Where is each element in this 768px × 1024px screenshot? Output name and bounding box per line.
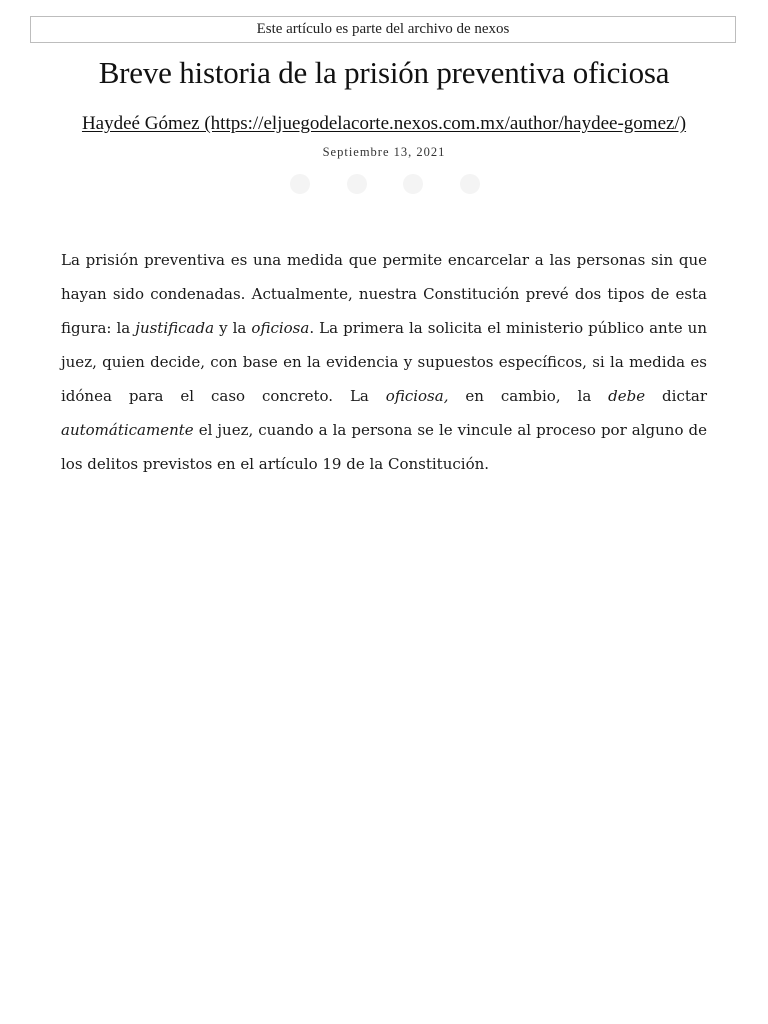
paragraph-emphasis: oficiosa [251, 319, 310, 337]
whatsapp-icon[interactable] [403, 174, 423, 194]
twitter-icon[interactable] [347, 174, 367, 194]
author-line [0, 113, 768, 135]
article-title: Breve historia de la prisión preventiva oficiosa [98, 55, 670, 90]
archive-banner-text: Este artículo es parte del archivo de nexos [256, 21, 510, 37]
share-buttons [290, 172, 480, 196]
paragraph-text: y la [214, 319, 252, 337]
paragraph-emphasis: oficiosa, [385, 387, 449, 405]
facebook-icon[interactable] [290, 174, 310, 194]
paragraph-text: el juez, cuando a la persona se le vincule al proceso por alguno de los delitos previstos en el artículo 19 de la Constitución. [61, 421, 707, 473]
paragraph-text: . La primera la solicita el ministerio público ante un juez, quien decide, con base en la evidencia y supuestos específicos, si la medida es idónea para el caso concreto. La [61, 319, 707, 405]
paragraph-text: en cambio, la [448, 387, 609, 405]
paragraph-text: La prisión preventiva es una medida que permite encarcelar a las personas sin que hayan sido condenadas. Actualmente, nuestra Constitución prevé dos tipos de esta figura: la [61, 251, 707, 337]
paragraph-emphasis: justificada [135, 319, 215, 337]
paragraph-emphasis: automáticamente [61, 421, 194, 439]
paragraph-text: dictar [645, 387, 707, 405]
author-link[interactable]: Haydeé Gómez (https://eljuegodelacorte.nexos.com.mx/author/haydee-gomez/) [81, 113, 687, 134]
article-paragraph [61, 243, 707, 481]
email-icon[interactable] [460, 174, 480, 194]
archive-banner [30, 16, 736, 43]
paragraph-emphasis: debe [608, 387, 646, 405]
publish-date: Septiembre 13, 2021 [322, 145, 446, 159]
